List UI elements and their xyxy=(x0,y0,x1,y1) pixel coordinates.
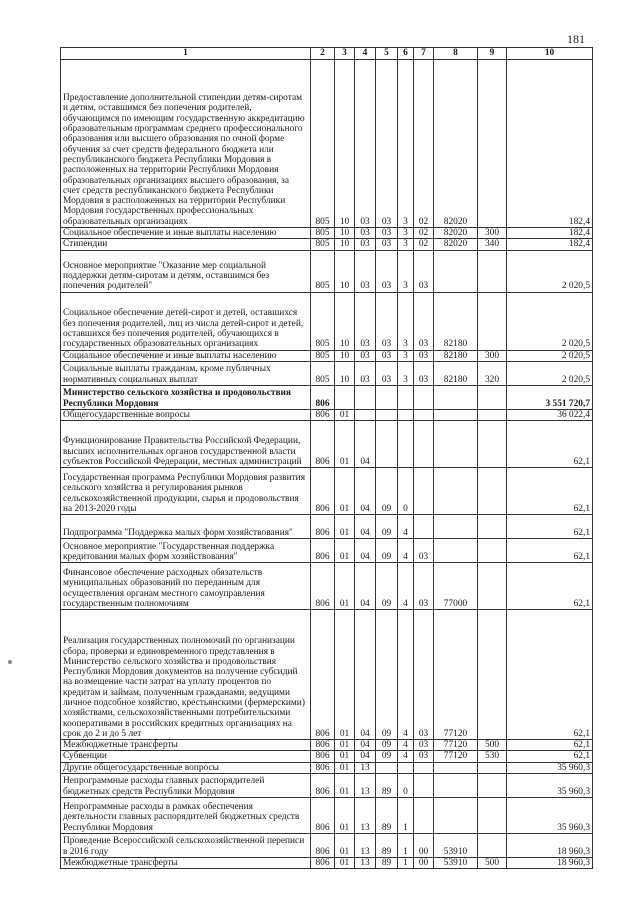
cell-expense-type xyxy=(478,563,507,610)
cell-name: Реализация государственных полномочий по организации сбора, проверки и единовременного представления в Министерство сельского хозяйства и продовольствия Республики Мордовия документов на получение субсидий на возмещение части затрат на уплату процентов по кредитам и займам, полученным гражданами, ведущими личное подсобное хозяйство, крестьянскими (фермерскими) хозяйствами, сельскохозяйственными потребительскими кооперативами в российских кредитных организациях на срок до 2 и до 5 лет xyxy=(61,610,311,740)
cell-direction: 77120 xyxy=(434,610,478,740)
cell-subsection xyxy=(355,385,376,409)
cell-subprogram: 3 xyxy=(398,350,414,361)
cell-expense-type xyxy=(478,250,507,292)
cell-ministry: 806 xyxy=(311,751,335,762)
cell-program: 09 xyxy=(376,751,398,762)
cell-event: 00 xyxy=(414,858,434,869)
cell-subprogram: 1 xyxy=(398,798,414,834)
cell-event xyxy=(414,515,434,539)
cell-expense-type: 300 xyxy=(478,228,507,239)
cell-subsection: 13 xyxy=(355,774,376,798)
cell-section: 01 xyxy=(335,798,355,834)
cell-subprogram: 3 xyxy=(398,239,414,250)
cell-ministry: 806 xyxy=(311,762,335,773)
cell-event xyxy=(414,762,434,773)
cell-event: 03 xyxy=(414,350,434,361)
cell-program: 09 xyxy=(376,740,398,751)
cell-direction xyxy=(434,774,478,798)
cell-ministry: 806 xyxy=(311,798,335,834)
cell-subsection: 04 xyxy=(355,751,376,762)
cell-amount: 35 960,3 xyxy=(507,798,593,834)
cell-amount: 35 960,3 xyxy=(507,762,593,773)
cell-program: 03 xyxy=(376,361,398,385)
cell-subsection: 13 xyxy=(355,762,376,773)
cell-name: Субвенции xyxy=(61,751,311,762)
table-row xyxy=(61,563,593,610)
cell-ministry: 806 xyxy=(311,858,335,869)
cell-subprogram xyxy=(398,409,414,420)
table-row xyxy=(61,858,593,869)
cell-ministry: 805 xyxy=(311,361,335,385)
cell-expense-type: 500 xyxy=(478,858,507,869)
cell-subprogram: 4 xyxy=(398,539,414,563)
cell-event xyxy=(414,421,434,468)
cell-subprogram: 1 xyxy=(398,834,414,858)
cell-subprogram: 3 xyxy=(398,250,414,292)
cell-subsection: 03 xyxy=(355,60,376,228)
col-header-amount: 10 xyxy=(507,48,593,60)
cell-amount: 62,1 xyxy=(507,751,593,762)
cell-ministry: 805 xyxy=(311,350,335,361)
table-row xyxy=(61,60,593,228)
cell-direction xyxy=(434,539,478,563)
cell-name: Социальное обеспечение и иные выплаты населению xyxy=(61,350,311,361)
table-row xyxy=(61,228,593,239)
cell-subsection: 04 xyxy=(355,515,376,539)
cell-expense-type xyxy=(478,515,507,539)
cell-subsection: 03 xyxy=(355,361,376,385)
cell-program: 03 xyxy=(376,350,398,361)
cell-name: Общегосударственные вопросы xyxy=(61,409,311,420)
cell-program: 09 xyxy=(376,563,398,610)
cell-subprogram: 4 xyxy=(398,610,414,740)
cell-ministry: 806 xyxy=(311,409,335,420)
col-header-subsection: 4 xyxy=(355,48,376,60)
table-row xyxy=(61,468,593,515)
cell-program xyxy=(376,421,398,468)
cell-section: 01 xyxy=(335,539,355,563)
cell-ministry: 806 xyxy=(311,774,335,798)
cell-subprogram: 3 xyxy=(398,292,414,350)
cell-amount: 2 020,5 xyxy=(507,350,593,361)
cell-event xyxy=(414,798,434,834)
header-row xyxy=(61,48,593,60)
cell-direction xyxy=(434,515,478,539)
cell-name: Межбюджетные трансферты xyxy=(61,858,311,869)
cell-section: 01 xyxy=(335,610,355,740)
cell-subprogram: 3 xyxy=(398,60,414,228)
cell-section: 10 xyxy=(335,350,355,361)
table-row xyxy=(61,740,593,751)
table-row xyxy=(61,798,593,834)
cell-section: 10 xyxy=(335,292,355,350)
cell-ministry: 805 xyxy=(311,292,335,350)
col-header-expense-type: 9 xyxy=(478,48,507,60)
cell-program: 03 xyxy=(376,250,398,292)
cell-ministry: 805 xyxy=(311,239,335,250)
cell-direction: 82180 xyxy=(434,350,478,361)
table-row xyxy=(61,834,593,858)
cell-amount: 18 960,3 xyxy=(507,834,593,858)
cell-direction: 53910 xyxy=(434,858,478,869)
cell-ministry: 805 xyxy=(311,228,335,239)
cell-amount: 182,4 xyxy=(507,228,593,239)
cell-program: 09 xyxy=(376,610,398,740)
cell-expense-type: 530 xyxy=(478,751,507,762)
cell-program: 89 xyxy=(376,834,398,858)
cell-amount: 62,1 xyxy=(507,563,593,610)
cell-ministry: 806 xyxy=(311,563,335,610)
cell-program: 03 xyxy=(376,228,398,239)
cell-direction: 77120 xyxy=(434,740,478,751)
cell-amount: 2 020,5 xyxy=(507,361,593,385)
cell-section xyxy=(335,385,355,409)
cell-direction: 82020 xyxy=(434,228,478,239)
cell-name: Социальные выплаты гражданам, кроме публичных нормативных социальных выплат xyxy=(61,361,311,385)
cell-amount: 62,1 xyxy=(507,515,593,539)
cell-name: Непрограммные расходы главных распорядителей бюджетных средств Республики Мордовия xyxy=(61,774,311,798)
cell-ministry: 806 xyxy=(311,421,335,468)
cell-subsection: 13 xyxy=(355,858,376,869)
cell-direction xyxy=(434,409,478,420)
col-header-section: 3 xyxy=(335,48,355,60)
cell-program: 09 xyxy=(376,539,398,563)
cell-event: 03 xyxy=(414,610,434,740)
cell-name: Проведение Всероссийской сельскохозяйственной переписи в 2016 году xyxy=(61,834,311,858)
cell-ministry: 805 xyxy=(311,60,335,228)
table-row xyxy=(61,774,593,798)
cell-subprogram: 4 xyxy=(398,740,414,751)
cell-program xyxy=(376,409,398,420)
table-row xyxy=(61,515,593,539)
cell-program: 89 xyxy=(376,774,398,798)
cell-section: 10 xyxy=(335,239,355,250)
table-row xyxy=(61,361,593,385)
cell-expense-type: 320 xyxy=(478,361,507,385)
cell-program: 03 xyxy=(376,60,398,228)
cell-amount: 3 551 720,7 xyxy=(507,385,593,409)
cell-name: Другие общегосударственные вопросы xyxy=(61,762,311,773)
cell-program: 03 xyxy=(376,239,398,250)
cell-subsection: 03 xyxy=(355,250,376,292)
cell-amount: 36 022,4 xyxy=(507,409,593,420)
cell-ministry: 806 xyxy=(311,834,335,858)
cell-subsection: 04 xyxy=(355,563,376,610)
cell-ministry: 806 xyxy=(311,515,335,539)
cell-expense-type xyxy=(478,834,507,858)
cell-subsection: 13 xyxy=(355,834,376,858)
cell-event: 03 xyxy=(414,361,434,385)
cell-expense-type xyxy=(478,798,507,834)
cell-event: 03 xyxy=(414,751,434,762)
page-number: 181 xyxy=(567,32,585,46)
cell-section: 01 xyxy=(335,858,355,869)
cell-section: 01 xyxy=(335,468,355,515)
cell-direction xyxy=(434,468,478,515)
cell-program: 89 xyxy=(376,798,398,834)
cell-program: 03 xyxy=(376,292,398,350)
cell-program xyxy=(376,762,398,773)
cell-subprogram xyxy=(398,762,414,773)
cell-section: 01 xyxy=(335,774,355,798)
table-row xyxy=(61,610,593,740)
cell-section: 01 xyxy=(335,740,355,751)
cell-event: 03 xyxy=(414,563,434,610)
cell-amount: 62,1 xyxy=(507,421,593,468)
cell-ministry: 806 xyxy=(311,385,335,409)
cell-amount: 182,4 xyxy=(507,239,593,250)
cell-ministry: 806 xyxy=(311,610,335,740)
cell-event: 02 xyxy=(414,60,434,228)
cell-direction: 82180 xyxy=(434,361,478,385)
cell-event xyxy=(414,409,434,420)
cell-event: 03 xyxy=(414,292,434,350)
cell-event xyxy=(414,774,434,798)
cell-expense-type xyxy=(478,409,507,420)
cell-direction xyxy=(434,250,478,292)
cell-subsection: 04 xyxy=(355,421,376,468)
cell-section: 01 xyxy=(335,751,355,762)
cell-amount: 2 020,5 xyxy=(507,292,593,350)
cell-name: Стипендии xyxy=(61,239,311,250)
cell-subprogram xyxy=(398,421,414,468)
cell-section: 01 xyxy=(335,409,355,420)
table-body xyxy=(61,60,593,869)
cell-subprogram: 4 xyxy=(398,563,414,610)
cell-name: Социальное обеспечение и иные выплаты населению xyxy=(61,228,311,239)
cell-expense-type xyxy=(478,60,507,228)
cell-expense-type: 500 xyxy=(478,740,507,751)
cell-subsection: 03 xyxy=(355,239,376,250)
cell-event: 03 xyxy=(414,740,434,751)
cell-direction xyxy=(434,762,478,773)
cell-amount: 18 960,3 xyxy=(507,858,593,869)
cell-direction xyxy=(434,421,478,468)
table-row xyxy=(61,421,593,468)
cell-name: Непрограммные расходы в рамках обеспечения деятельности главных распорядителей бюджетных средств Республики Мордовия xyxy=(61,798,311,834)
cell-name: Государственная программа Республики Мордовия развития сельского хозяйства и регулирования рынков сельскохозяйственной продукции, сырья и продовольствия на 2013-2020 годы xyxy=(61,468,311,515)
cell-amount: 62,1 xyxy=(507,740,593,751)
cell-direction xyxy=(434,385,478,409)
cell-expense-type xyxy=(478,292,507,350)
cell-ministry: 806 xyxy=(311,740,335,751)
cell-expense-type xyxy=(478,385,507,409)
cell-subprogram: 4 xyxy=(398,751,414,762)
col-header-direction: 8 xyxy=(434,48,478,60)
cell-name: Министерство сельского хозяйства и продовольствия Республики Мордовия xyxy=(61,385,311,409)
cell-subprogram: 4 xyxy=(398,515,414,539)
cell-amount: 35 960,3 xyxy=(507,774,593,798)
cell-ministry: 806 xyxy=(311,468,335,515)
table-row xyxy=(61,409,593,420)
cell-event: 03 xyxy=(414,250,434,292)
cell-name: Основное мероприятие "Государственная поддержка кредитования малых форм хозяйствования" xyxy=(61,539,311,563)
table-row xyxy=(61,292,593,350)
col-header-subprogram: 6 xyxy=(398,48,414,60)
cell-amount: 62,1 xyxy=(507,468,593,515)
cell-program: 09 xyxy=(376,468,398,515)
table-row xyxy=(61,762,593,773)
cell-event: 02 xyxy=(414,239,434,250)
cell-subsection: 13 xyxy=(355,798,376,834)
cell-section: 01 xyxy=(335,563,355,610)
cell-direction: 53910 xyxy=(434,834,478,858)
cell-name: Функционирование Правительства Российской Федерации, высших исполнительных органов государственной власти субъектов Российской Федерации, местных администраций xyxy=(61,421,311,468)
cell-subsection: 04 xyxy=(355,610,376,740)
cell-direction xyxy=(434,798,478,834)
cell-subprogram: 1 xyxy=(398,858,414,869)
cell-subsection: 04 xyxy=(355,740,376,751)
cell-subprogram: 0 xyxy=(398,774,414,798)
cell-section: 01 xyxy=(335,515,355,539)
cell-subprogram: 0 xyxy=(398,468,414,515)
cell-direction: 82020 xyxy=(434,60,478,228)
cell-expense-type xyxy=(478,610,507,740)
budget-table xyxy=(60,47,593,869)
cell-event xyxy=(414,385,434,409)
cell-direction: 82020 xyxy=(434,239,478,250)
cell-name: Социальное обеспечение детей-сирот и детей, оставшихся без попечения родителей, лиц из числа детей-сирот и детей, оставшихся без попечения родителей, обучающихся в государственных образовательных организациях xyxy=(61,292,311,350)
cell-amount: 2 020,5 xyxy=(507,250,593,292)
table-row xyxy=(61,239,593,250)
cell-event: 02 xyxy=(414,228,434,239)
cell-ministry: 806 xyxy=(311,539,335,563)
cell-expense-type xyxy=(478,468,507,515)
cell-direction: 77000 xyxy=(434,563,478,610)
cell-expense-type: 340 xyxy=(478,239,507,250)
cell-section: 10 xyxy=(335,250,355,292)
cell-ministry: 805 xyxy=(311,250,335,292)
cell-subsection xyxy=(355,409,376,420)
cell-section: 01 xyxy=(335,834,355,858)
cell-section: 10 xyxy=(335,60,355,228)
cell-event xyxy=(414,468,434,515)
cell-name: Подпрограмма "Поддержка малых форм хозяйствования" xyxy=(61,515,311,539)
cell-event: 03 xyxy=(414,539,434,563)
cell-expense-type: 300 xyxy=(478,350,507,361)
cell-expense-type xyxy=(478,539,507,563)
cell-section: 01 xyxy=(335,762,355,773)
cell-section: 10 xyxy=(335,361,355,385)
table-row xyxy=(61,385,593,409)
cell-name: Межбюджетные трансферты xyxy=(61,740,311,751)
cell-expense-type xyxy=(478,421,507,468)
cell-program xyxy=(376,385,398,409)
col-header-name: 1 xyxy=(61,48,311,60)
cell-subsection: 04 xyxy=(355,539,376,563)
table-row xyxy=(61,751,593,762)
cell-program: 09 xyxy=(376,515,398,539)
cell-direction: 82180 xyxy=(434,292,478,350)
cell-section: 01 xyxy=(335,421,355,468)
cell-subprogram: 3 xyxy=(398,228,414,239)
cell-subsection: 03 xyxy=(355,292,376,350)
cell-program: 89 xyxy=(376,858,398,869)
cell-subsection: 03 xyxy=(355,350,376,361)
cell-subprogram xyxy=(398,385,414,409)
table-row xyxy=(61,539,593,563)
col-header-ministry: 2 xyxy=(311,48,335,60)
scan-mark xyxy=(8,660,12,664)
cell-amount: 62,1 xyxy=(507,610,593,740)
cell-event: 00 xyxy=(414,834,434,858)
cell-amount: 62,1 xyxy=(507,539,593,563)
cell-name: Предоставление дополнительной стипендии детям-сиротам и детям, оставшимся без попечения родителей, обучающимся по имеющим государственную аккредитацию образовательным программам среднего профессионального образования или высшего образования по очной форме обучения за счет средств федерального бюджета или республиканского бюджета Республики Мордовия в расположенных на территории Республики Мордовия образовательных организациях высшего образования, за счет средств республиканского бюджета Республики Мордовия в расположенных на территории Республики Мордовия государственных профессиональных образовательных организациях xyxy=(61,60,311,228)
col-header-event: 7 xyxy=(414,48,434,60)
cell-subprogram: 3 xyxy=(398,361,414,385)
col-header-program: 5 xyxy=(376,48,398,60)
table-row xyxy=(61,250,593,292)
cell-expense-type xyxy=(478,774,507,798)
cell-expense-type xyxy=(478,762,507,773)
cell-subsection: 03 xyxy=(355,228,376,239)
cell-direction: 77120 xyxy=(434,751,478,762)
cell-name: Основное мероприятие "Оказание мер социальной поддержки детям-сиротам и детям, оставшимся без попечения родителей" xyxy=(61,250,311,292)
cell-subsection: 04 xyxy=(355,468,376,515)
table-row xyxy=(61,350,593,361)
cell-amount: 182,4 xyxy=(507,60,593,228)
cell-section: 10 xyxy=(335,228,355,239)
cell-name: Финансовое обеспечение расходных обязательств муниципальных образований по переданным для осуществления органам местного самоуправления государственным полномочиям xyxy=(61,563,311,610)
